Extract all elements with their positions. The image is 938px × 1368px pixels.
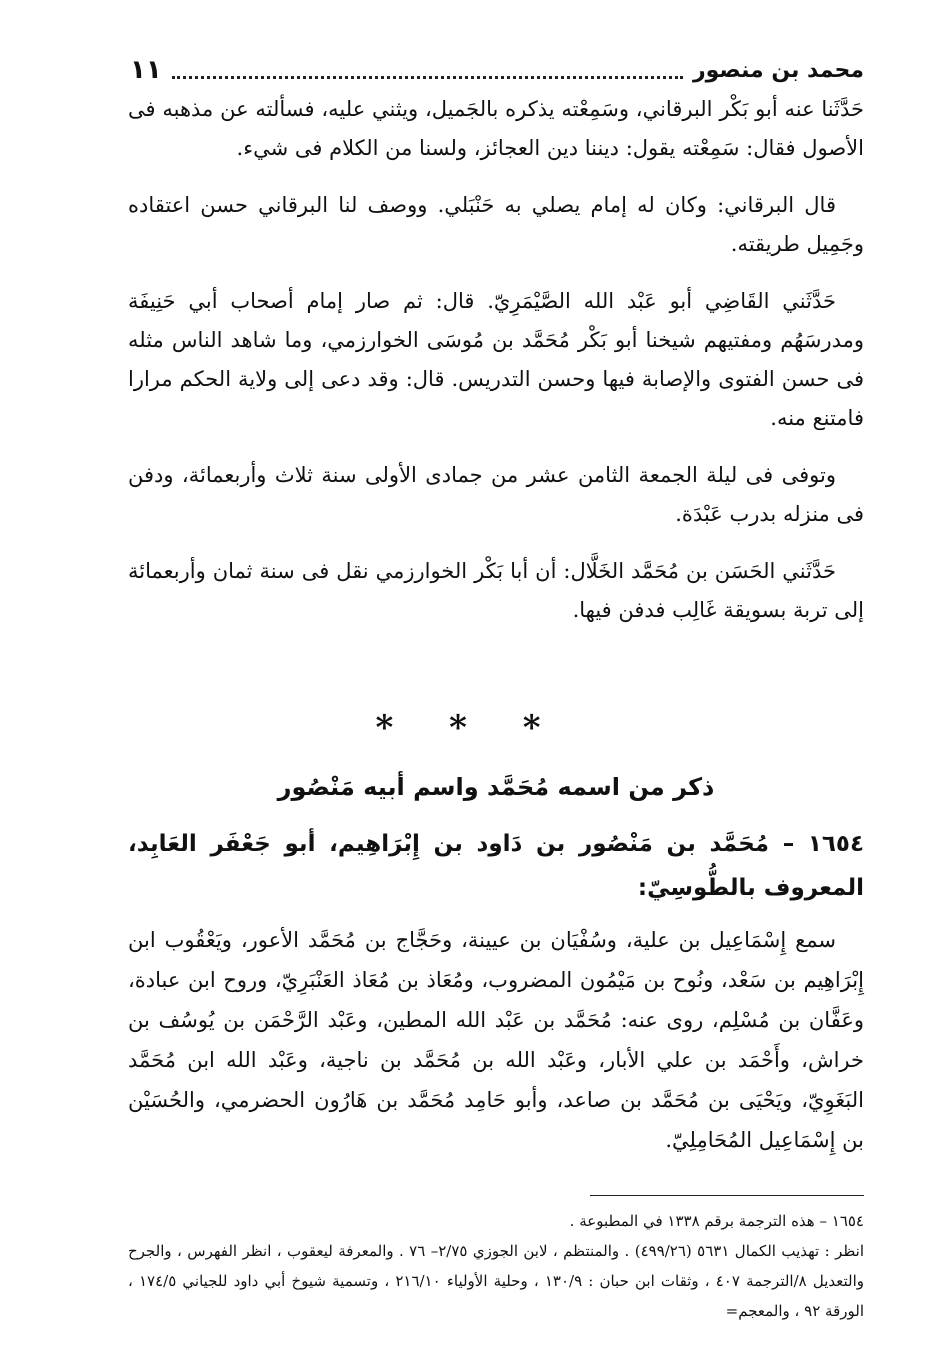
entry-body bbox=[128, 920, 864, 1160]
paragraph: حَدَّثَني الحَسَن بن مُحَمَّد الخَلَّال: أن أبا بَكْر الخوارزمي نقل فى سنة ثمان وأربعمائة إلى تربة بسويقة غَالِب فدفن فيها. bbox=[128, 559, 864, 622]
footnote: انظر : تهذيب الكمال ٥٦٣١ (٤٩٩/٢٦) . والمنتظم ، لابن الجوزي ٢/٧٥– ٧٦ . والمعرفة ليعقوب ، انظر الفهرس ، والجرح والتعديل ٨/الترجمة ٤٠٧ ، وثقات ابن حبان : ١٣٠/٩ ، وحلية الأولياء ٢١٦/١٠ ، وتسمية شيوخ أبي داود للجياني ١٧٤/٥ ، الورقة ٩٢ ، والمعجم= bbox=[128, 1242, 865, 1320]
section-title: ذكر من اسمه مُحَمَّد واسم أبيه مَنْصُور bbox=[277, 773, 715, 801]
header-dotted-leader bbox=[172, 62, 683, 79]
main-text bbox=[128, 90, 864, 648]
section-separator: * * * bbox=[375, 708, 563, 748]
footnote: ١٦٥٤ – هذه الترجمة برقم ١٣٣٨ في المطبوعة . bbox=[569, 1212, 864, 1230]
paragraph: حَدَّثَنا عنه أبو بَكْر البرقاني، وسَمِعْته يذكره بالجَميل، ويثني عليه، فسألته عن مذهبه فى الأصول فقال: سَمِعْته يقول: ديننا دين العجائز، ولسنا من الكلام فى شيء. bbox=[128, 97, 864, 160]
paragraph: حَدَّثَني القَاضِي أبو عَبْد الله الصَّيْمَرِيّ. قال: ثم صار إمام أصحاب أبي حَنِيفَة ومدرسَهُم ومفتيهم شيخنا أبو بَكْر مُحَمَّد بن مُوسَى الخوارزمي، وما شاهد الناس مثله فى حسن الفتوى والإصابة فيها وحسن التدريس. قال: وقد دعى إلى ولاية الحكم مرارا فامتنع منه. bbox=[128, 289, 864, 430]
footnote-divider bbox=[590, 1195, 864, 1196]
entry-heading: ١٦٥٤ – مُحَمَّد بن مَنْصُور بن دَاود بن إِبْرَاهِيم، أبو جَعْفَر العَابِد، المعروف بالطُّوسِيّ: bbox=[128, 831, 864, 901]
paragraph: وتوفى فى ليلة الجمعة الثامن عشر من جمادى الأولى سنة ثلاث وأربعمائة، ودفن فى منزله بدرب عَبْدَة. bbox=[128, 463, 864, 526]
page-number: ١١ bbox=[130, 55, 162, 85]
running-title: محمد بن منصور bbox=[692, 57, 864, 83]
footnotes bbox=[128, 1206, 864, 1326]
paragraph: قال البرقاني: وكان له إمام يصلي به حَنْبَلي. ووصف لنا البرقاني حسن اعتقاده وجَمِيل طريقته. bbox=[128, 193, 864, 256]
page-header bbox=[130, 50, 864, 90]
paragraph: سمع إِسْمَاعِيل بن علية، وسُفْيَان بن عيينة، وحَجَّاج بن مُحَمَّد الأعور، ويَعْقُوب ابن إِبْرَاهِيم بن سَعْد، ونُوح بن مَيْمُون المضروب، ومُعَاذ بن مُعَاذ العَنْبَرِيّ، وروح ابن عبادة، وعَفَّان بن مُسْلِم، روى عنه: مُحَمَّد بن عَبْد الله المطين، وعَبْد الرَّحْمَن بن يُوسُف بن خراش، وأَحْمَد بن علي الأبار، وعَبْد الله بن مُحَمَّد بن ناجية، وعَبْد الله ابن مُحَمَّد البَغَوِيّ، ويَحْيَى بن مُحَمَّد بن صاعد، وأبو حَامِد مُحَمَّد بن هَارُون الحضرمي، والحُسَيْن بن إِسْمَاعِيل المُحَامِلِيّ. bbox=[128, 928, 864, 1152]
